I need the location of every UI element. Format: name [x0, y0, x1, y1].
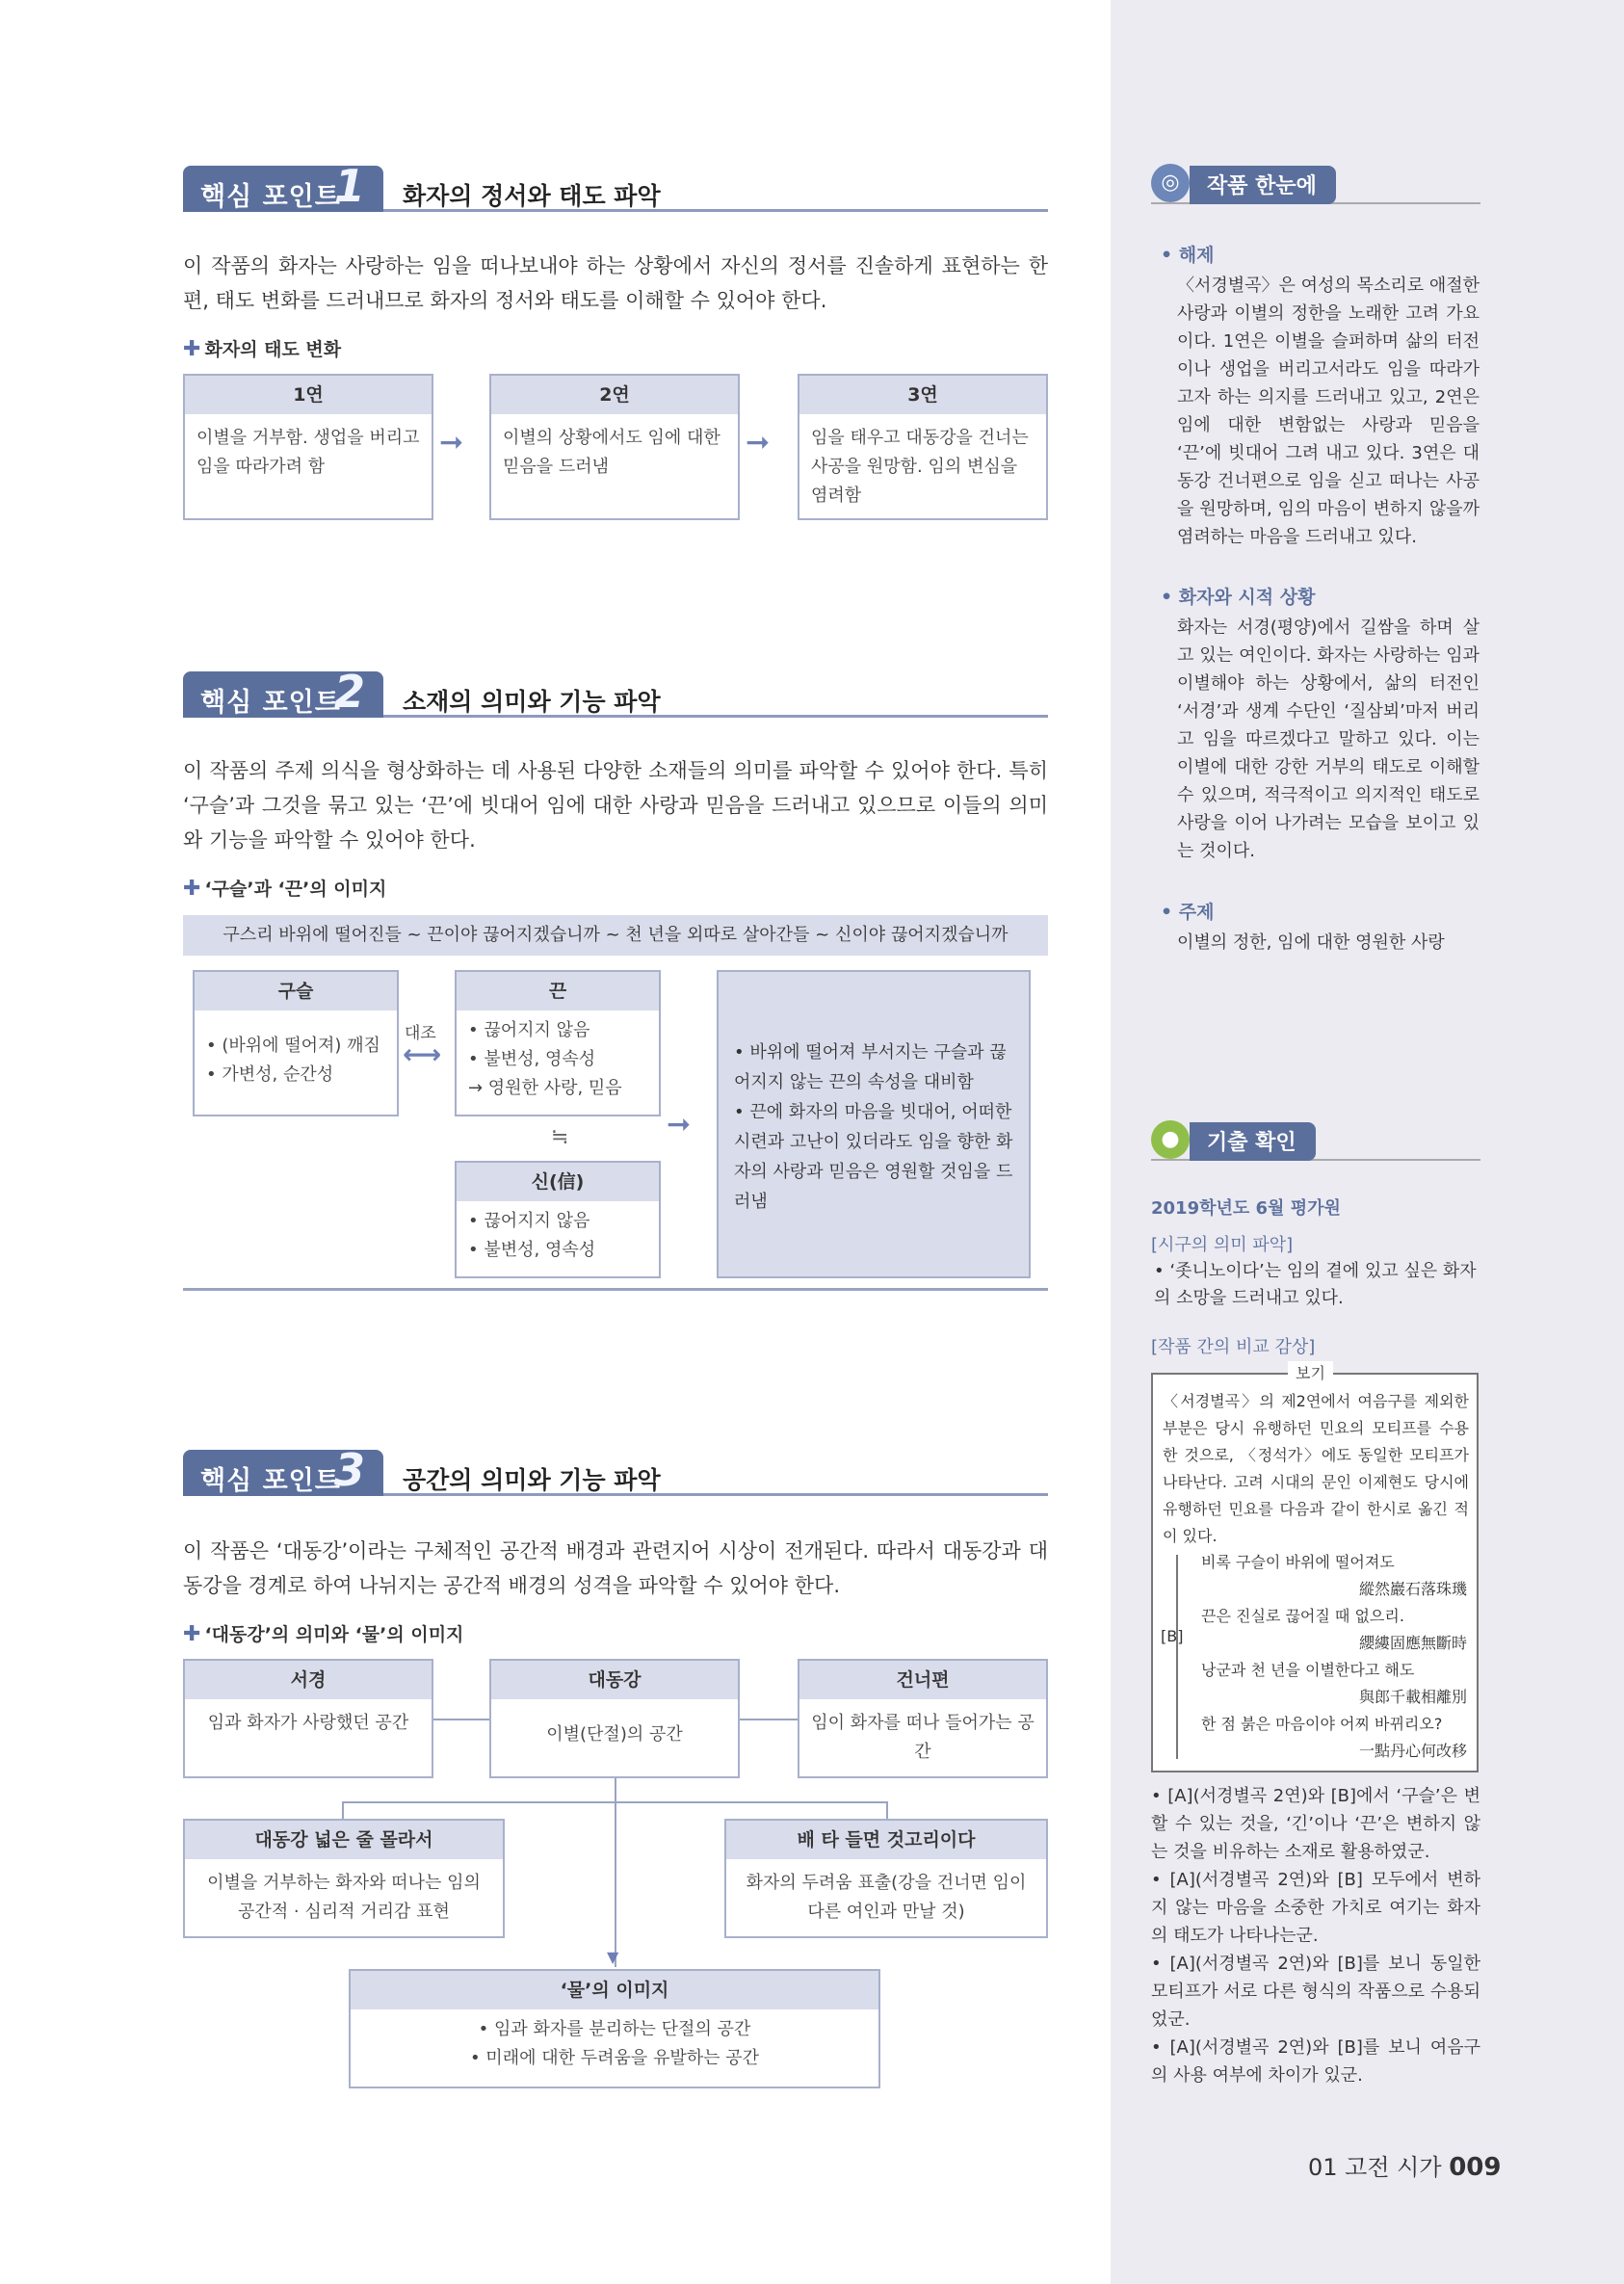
kkeun-box: [455, 970, 661, 1116]
subheading-label: 화자의 태도 변화: [204, 339, 342, 360]
sidebar-paragraph: 화자는 서경(평양)에서 길쌈을 하며 살고 있는 여인이다. 화자는 사랑하는 임과 이별해야 하는 상황에서, 삶의 터전인 ‘서경’과 생계 수단인 ‘질삼뵈’마저 버리고 임을 따르겠다고 말하고 있다. 이는 이별에 대한 강한 거부의 태도로 이해할 수 있으며, 적극적이고 의지적인 태도로 사랑을 이어 나가려는 모습을 보이고 있는 것이다.: [1177, 617, 1480, 861]
double-arrow-icon: ⟷: [403, 1038, 442, 1070]
answer-item: • [A](서경별곡 2연)와 [B]를 보니 동일한 모티프가 서로 다른 형식의 작품으로 수용되었군.: [1151, 1954, 1480, 2030]
poem-line: 비록 구슬이 바위에 떨어져도: [1201, 1553, 1395, 1571]
bullet-line: • 가변성, 순간성: [206, 1064, 334, 1085]
approx-symbol: ≒: [551, 1125, 569, 1149]
sidebar-item-title: • 주제: [1161, 902, 1215, 923]
section-2-paragraph: 이 작품의 주제 의식을 형상화하는 데 사용된 다양한 소재들의 의미를 파악할 수 있어야 한다. 특히 ‘구슬’과 그것을 묶고 있는 ‘끈’에 빗대어 임에 대한 사랑과 믿음을 드러내고 있으므로 이들의 의미와 기능을 파악할 수 있어야 한다.: [183, 759, 1048, 852]
box-header: 건너편: [799, 1661, 1046, 1699]
result-box: [717, 970, 1031, 1278]
arrow-right-icon: ➞: [439, 426, 464, 459]
plus-icon: ✚: [183, 337, 201, 361]
stanza-2-box: [489, 374, 740, 520]
box-body: 임과 화자가 사랑했던 공간: [207, 1713, 409, 1733]
daedonggang-box: [489, 1659, 740, 1778]
guseul-box: [193, 970, 399, 1116]
box-header: 2연: [491, 376, 738, 414]
box-body: 이별을 거부하는 화자와 떠나는 임의 공간적 · 심리적 거리감 표현: [207, 1873, 481, 1922]
box-header: 3연: [799, 376, 1046, 414]
badge-number: 1: [333, 160, 366, 212]
answer-list: [1151, 1782, 1480, 2089]
section-3-paragraph: 이 작품은 ‘대동강’이라는 구체적인 공간적 배경과 관련지어 시상이 전개된다. 따라서 대동강과 대동강을 경계로 하여 나뉘지는 공간적 배경의 성격을 파악할 수 있어야 한다.: [183, 1539, 1048, 1597]
poem-line: 낭군과 천 년을 이별한다고 해도: [1201, 1661, 1415, 1679]
sidebar-paragraph: 〈서경별곡〉은 여성의 목소리로 애절한 사랑과 이별의 정한을 노래한 고려 가요이다. 1연은 이별을 슬퍼하며 삶의 터전이나 생업을 버리고서라도 임을 따라가고자 하는 의지를 드러내고 있고, 2연은 임에 대한 변함없는 사랑과 믿음을 ‘끈’에 빗대어 그려 내고 있다. 3연은 대동강 건너편으로 임을 싣고 떠나는 사공을 원망하며, 임의 마음이 변하지 않을까 염려하는 마음을 드러내고 있다.: [1177, 276, 1480, 547]
section-divider: [183, 1288, 1048, 1291]
poem-hanja: 與郎千載相離別: [1358, 1688, 1467, 1706]
connector-line: [886, 1801, 888, 1821]
page-footer: [1308, 2148, 1501, 2182]
plus-icon: ✚: [183, 1622, 201, 1646]
box-header: 서경: [185, 1661, 432, 1699]
stanza-1-box: [183, 374, 433, 520]
poem-line: 한 점 붉은 마음이야 어찌 바뀌리오?: [1201, 1715, 1443, 1733]
bullet-line: • 바위에 떨어져 부서지는 구슬과 끊어지지 않는 끈의 속성을 대비함: [734, 1042, 1007, 1092]
bullet-line: → 영원한 사랑, 믿음: [468, 1078, 622, 1098]
connector-line: [342, 1801, 344, 1821]
answer-item: • [A](서경별곡 2연)와 [B]를 보니 여음구의 사용 여부에 차이가 있군.: [1151, 2037, 1480, 2086]
bullet-line: • 끊어지지 않음: [468, 1020, 590, 1040]
box-body: [457, 1201, 659, 1274]
badge-number: 3: [333, 1444, 366, 1496]
box-body: [457, 1011, 659, 1113]
poem-hanja: 纓縷固應無斷時: [1358, 1634, 1467, 1652]
bullet-line: • 불변성, 영속성: [468, 1240, 596, 1260]
sidebar-item-title: • 화자와 시적 상황: [1161, 587, 1316, 608]
page-number: 009: [1449, 2153, 1502, 2182]
bullet-line: • 끈에 화자의 마음을 빗대어, 어떠한 시련과 고난이 있더라도 임을 향한 화자의 사랑과 믿음은 영원할 것임을 드러냄: [734, 1102, 1013, 1212]
sin-box: [455, 1161, 661, 1278]
box-header: 구슬: [195, 972, 397, 1011]
section-badge: [183, 666, 383, 718]
bullet-line: • 불변성, 영속성: [468, 1049, 596, 1069]
box-header: 끈: [457, 972, 659, 1011]
sidebar-header-label: 기출 확인: [1190, 1122, 1316, 1161]
subheading-label: ‘구슬’과 ‘끈’의 이미지: [204, 879, 387, 900]
box-header: 1연: [185, 376, 432, 414]
question-type: [시구의 의미 파악]: [1151, 1235, 1294, 1255]
arrow-right-icon: ➞: [667, 1108, 692, 1142]
box-body: 이별의 상황에서도 임에 대한 믿음을 드러냄: [503, 428, 720, 477]
seokyeong-box: [183, 1659, 433, 1778]
stanza-3-box: [798, 374, 1048, 520]
section-title: 소재의 의미와 기능 파악: [403, 688, 661, 716]
sidebar-header-exam: [1151, 1122, 1480, 1161]
section-badge: [183, 1444, 383, 1496]
box-body: 이별(단절)의 공간: [546, 1724, 683, 1745]
section-1-subheading: [183, 335, 341, 361]
answer-item: • [A](서경별곡 2연)와 [B]에서 ‘구슬’은 변할 수 있는 것을, ‘긴’이나 ‘끈’은 변하지 않는 것을 비유하는 소재로 활용하였군.: [1151, 1786, 1480, 1862]
poem-hanja: 縱然巖石落珠璣: [1358, 1580, 1467, 1598]
bae-ta-box: [724, 1819, 1048, 1938]
box-body: [351, 2009, 878, 2083]
lightbulb-icon: ●: [1151, 1120, 1190, 1159]
bullet-line: • 임과 화자를 분리하는 단절의 공간: [478, 2019, 751, 2039]
sidebar-item-title: • 해제: [1161, 245, 1215, 266]
plus-icon: ✚: [183, 877, 201, 901]
subheading-label: ‘대동강’의 의미와 ‘물’의 이미지: [204, 1624, 464, 1645]
arrow-down-icon: ▼: [607, 1948, 619, 1966]
poem-hanja: 一點丹心何改移: [1358, 1742, 1467, 1760]
badge-label: 핵심 포인트: [200, 1466, 341, 1496]
neolbeun-jul-box: [183, 1819, 505, 1938]
poem-line: 끈은 진실로 끊어질 때 없으리.: [1201, 1607, 1404, 1625]
badge-number: 2: [333, 666, 366, 718]
bogi-box: [1151, 1364, 1479, 1772]
bogi-text: 〈서경별곡〉의 제2연에서 여음구를 제외한 부분은 당시 유행하던 민요의 모티프를 수용한 것으로, 〈정석가〉에도 동일한 모티프가 나타난다. 고려 시대의 문인 이제현도 당시에 유행하던 민요를 다음과 같이 한시로 옮긴 적이 있다.: [1163, 1392, 1469, 1545]
section-title: 공간의 의미와 기능 파악: [403, 1466, 661, 1494]
answer-text: • ‘좃니노이다’는 임의 곁에 있고 싶은 화자의 소망을 드러내고 있다.: [1154, 1261, 1477, 1308]
mul-image-box: [349, 1969, 880, 2088]
section-1-header: [183, 160, 1048, 212]
bracket-line: [1176, 1555, 1178, 1759]
chapter-label: 01 고전 시가: [1308, 2154, 1442, 2181]
question-type: [작품 간의 비교 감상]: [1151, 1337, 1316, 1357]
connector-line: [433, 1719, 489, 1720]
box-header: 신(信): [457, 1163, 659, 1201]
box-header: ‘물’의 이미지: [351, 1971, 878, 2009]
box-header: 대동강: [491, 1661, 738, 1699]
badge-label: 핵심 포인트: [200, 688, 341, 718]
exam-source: 2019학년도 6월 평가원: [1151, 1198, 1341, 1219]
arrow-right-icon: ➞: [746, 426, 771, 459]
bracket-label: [B]: [1161, 1627, 1184, 1645]
section-2-header: [183, 666, 1048, 718]
bullet-line: • 미래에 대한 두려움을 유발하는 공간: [469, 2048, 760, 2068]
box-body: [195, 1011, 397, 1099]
section-title: 화자의 정서와 태도 파악: [403, 182, 661, 210]
box-body: 이별을 거부함. 생업을 버리고 임을 따라가려 함: [196, 428, 420, 477]
contrast-label: 대조: [405, 1024, 436, 1043]
lyric-banner: 구스리 바위에 떨어진들 ~ 끈이야 끊어지겠습니까 ~ 천 년을 외따로 살아간들 ~ 신이야 끊어지겠습니까: [183, 915, 1048, 956]
section-1-paragraph: 이 작품의 화자는 사랑하는 임을 떠나보내야 하는 상황에서 자신의 정서를 진솔하게 표현하는 한 편, 태도 변화를 드러내므로 화자의 정서와 태도를 이해할 수 있어야 한다.: [183, 254, 1048, 312]
section-badge: [183, 160, 383, 212]
bullet-line: • 끊어지지 않음: [468, 1211, 590, 1231]
bogi-label: 보기: [1288, 1361, 1333, 1383]
camera-icon: ◎: [1151, 164, 1190, 202]
section-3-header: [183, 1444, 1048, 1496]
box-header: 대동강 넓은 줄 몰라서: [185, 1821, 503, 1859]
sidebar-header-label: 작품 한눈에: [1190, 166, 1336, 204]
section-2-subheading: [183, 875, 386, 901]
sidebar-paragraph: 이별의 정한, 임에 대한 영원한 사랑: [1177, 932, 1445, 953]
section-3-subheading: [183, 1620, 463, 1646]
box-header: 배 타 들면 것고리이다: [726, 1821, 1046, 1859]
geonneopyeon-box: [798, 1659, 1048, 1778]
box-body: 화자의 두려움 표출(강을 건너면 임이 다른 여인과 만날 것): [746, 1873, 1027, 1922]
bullet-line: • (바위에 떨어져) 깨짐: [206, 1036, 380, 1056]
box-body: 임이 화자를 떠나 들어가는 공간: [811, 1713, 1035, 1762]
connector-line: [615, 1778, 616, 1967]
badge-label: 핵심 포인트: [200, 182, 341, 212]
answer-item: • [A](서경별곡 2연)와 [B] 모두에서 변하지 않는 마음을 소중한 가치로 여기는 화자의 태도가 나타나는군.: [1151, 1870, 1480, 1946]
connector-line: [740, 1719, 798, 1720]
connector-line: [342, 1801, 887, 1803]
sidebar-header-overview: [1151, 166, 1480, 204]
box-body: 임을 태우고 대동강을 건너는 사공을 원망함. 임의 변심을 염려함: [811, 428, 1029, 506]
